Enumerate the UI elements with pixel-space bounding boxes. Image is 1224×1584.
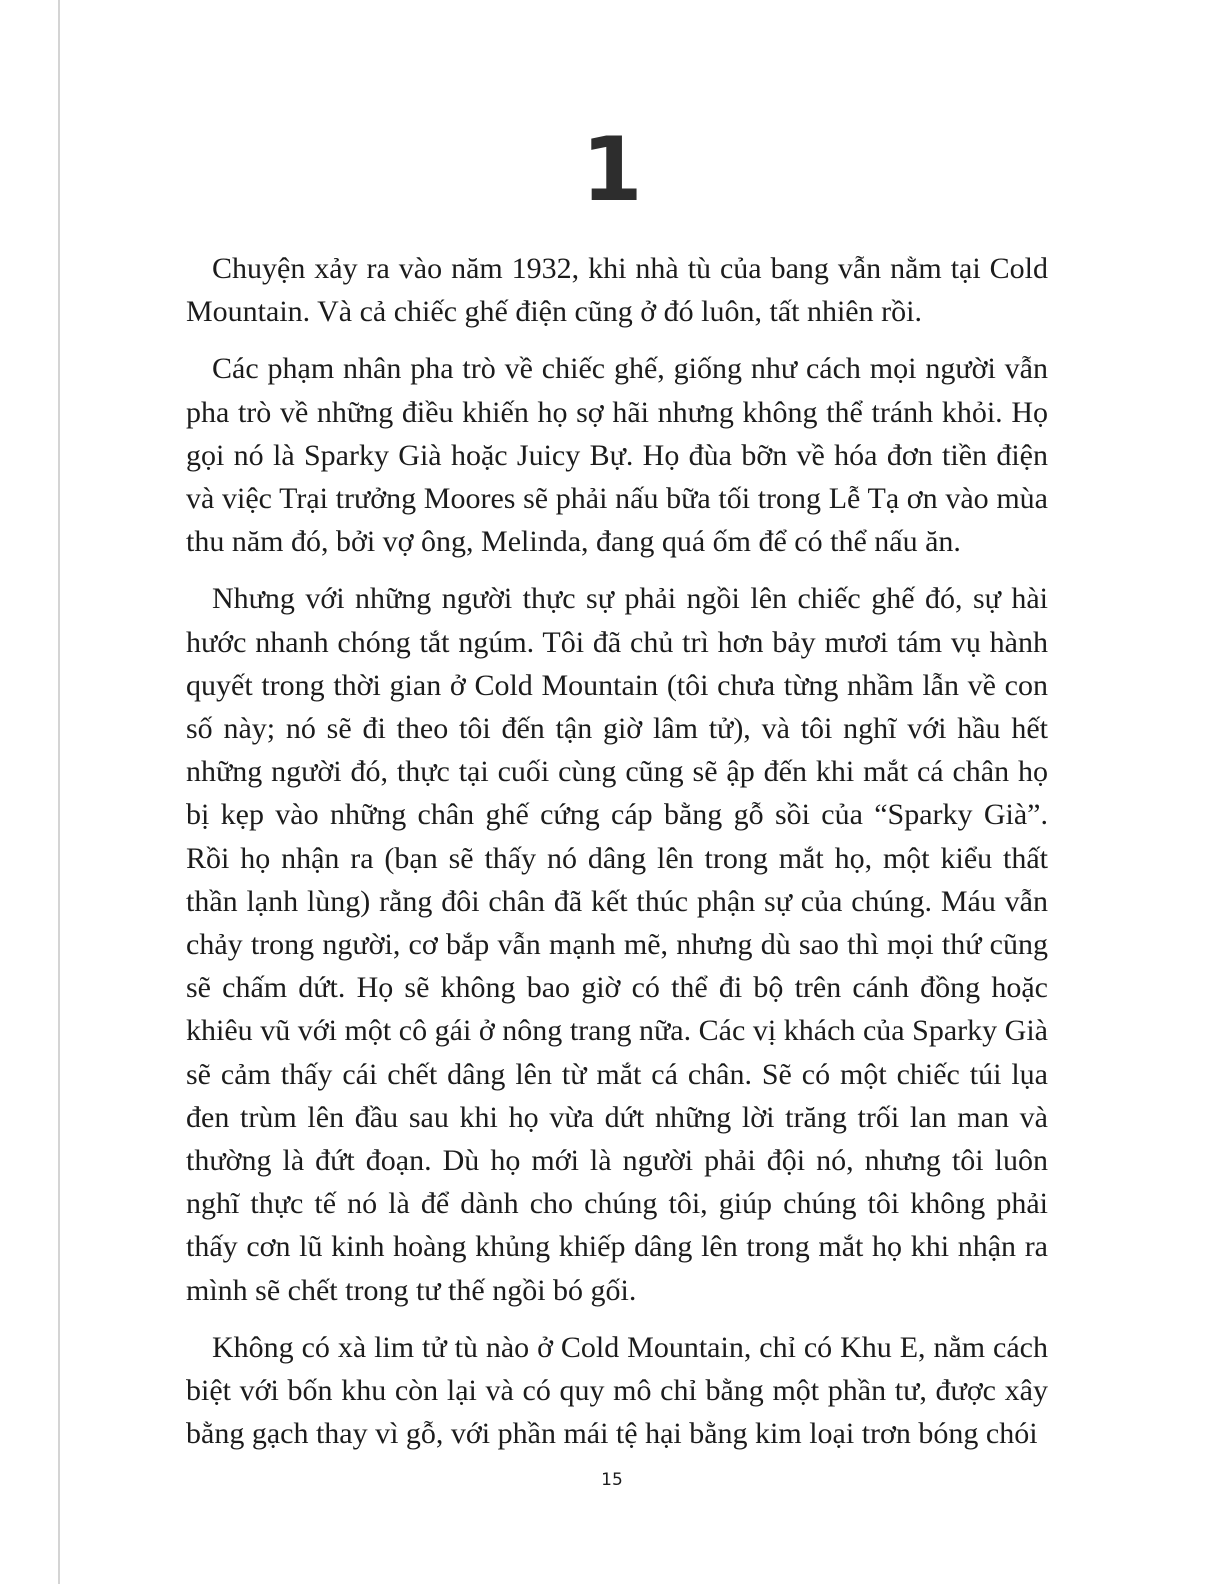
chapter-number: 1 bbox=[581, 118, 643, 221]
paragraph: Các phạm nhân pha trò về chiếc ghế, giống như cách mọi người vẫn pha trò về những điều khiến họ sợ hãi nhưng không thể tránh khỏi. Họ gọi nó là Sparky Già hoặc Juicy Bự. Họ đùa bỡn về hóa đơn tiền điện và việc Trại trưởng Moores sẽ phải nấu bữa tối trong Lễ Tạ ơn vào mùa thu năm đó, bởi vợ ông, Melinda, đang quá ốm để có thể nấu ăn. bbox=[186, 352, 1048, 559]
body-text bbox=[186, 247, 1048, 1455]
page-number: 15 bbox=[601, 1470, 623, 1490]
paragraph: Nhưng với những người thực sự phải ngồi lên chiếc ghế đó, sự hài hước nhanh chóng tắt ngúm. Tôi đã chủ trì hơn bảy mươi tám vụ hành quyết trong thời gian ở Cold Mountain (tôi chưa từng nhầm lẫn về con số này; nó sẽ đi theo tôi đến tận giờ lâm tử), và tôi nghĩ với hầu hết những người đó, thực tại cuối cùng cũng sẽ ập đến khi mắt cá chân họ bị kẹp vào những chân ghế cứng cáp bằng gỗ sồi của “Sparky Già”. Rồi họ nhận ra (bạn sẽ thấy nó dâng lên trong mắt họ, một kiểu thất thần lạnh lùng) rằng đôi chân đã kết thúc phận sự của chúng. Máu vẫn chảy trong người, cơ bắp vẫn mạnh mẽ, nhưng dù sao thì mọi thứ cũng sẽ chấm dứt. Họ sẽ không bao giờ có thể đi bộ trên cánh đồng hoặc khiêu vũ với một cô gái ở nông trang nữa. Các vị khách của Sparky Già sẽ cảm thấy cái chết dâng lên từ mắt cá chân. Sẽ có một chiếc túi lụa đen trùm lên đầu sau khi họ vừa dứt những lời trăng trối lan man và thường là đứt đoạn. Dù họ mới là người phải đội nó, nhưng tôi luôn nghĩ thực tế nó là để dành cho chúng tôi, giúp chúng tôi không phải thấy cơn lũ kinh hoàng khủng khiếp dâng lên trong mắt họ khi nhận ra mình sẽ chết trong tư thế ngồi bó gối. bbox=[186, 582, 1048, 1307]
page-edge bbox=[58, 0, 60, 1584]
paragraph: Không có xà lim tử tù nào ở Cold Mountain, chỉ có Khu E, nằm cách biệt với bốn khu còn lại và có quy mô chỉ bằng một phần tư, được xây bằng gạch thay vì gỗ, với phần mái tệ hại bằng kim loại trơn bóng chói bbox=[186, 1330, 1048, 1451]
paragraph: Chuyện xảy ra vào năm 1932, khi nhà tù của bang vẫn nằm tại Cold Mountain. Và cả chiếc ghế điện cũng ở đó luôn, tất nhiên rồi. bbox=[186, 252, 1048, 329]
